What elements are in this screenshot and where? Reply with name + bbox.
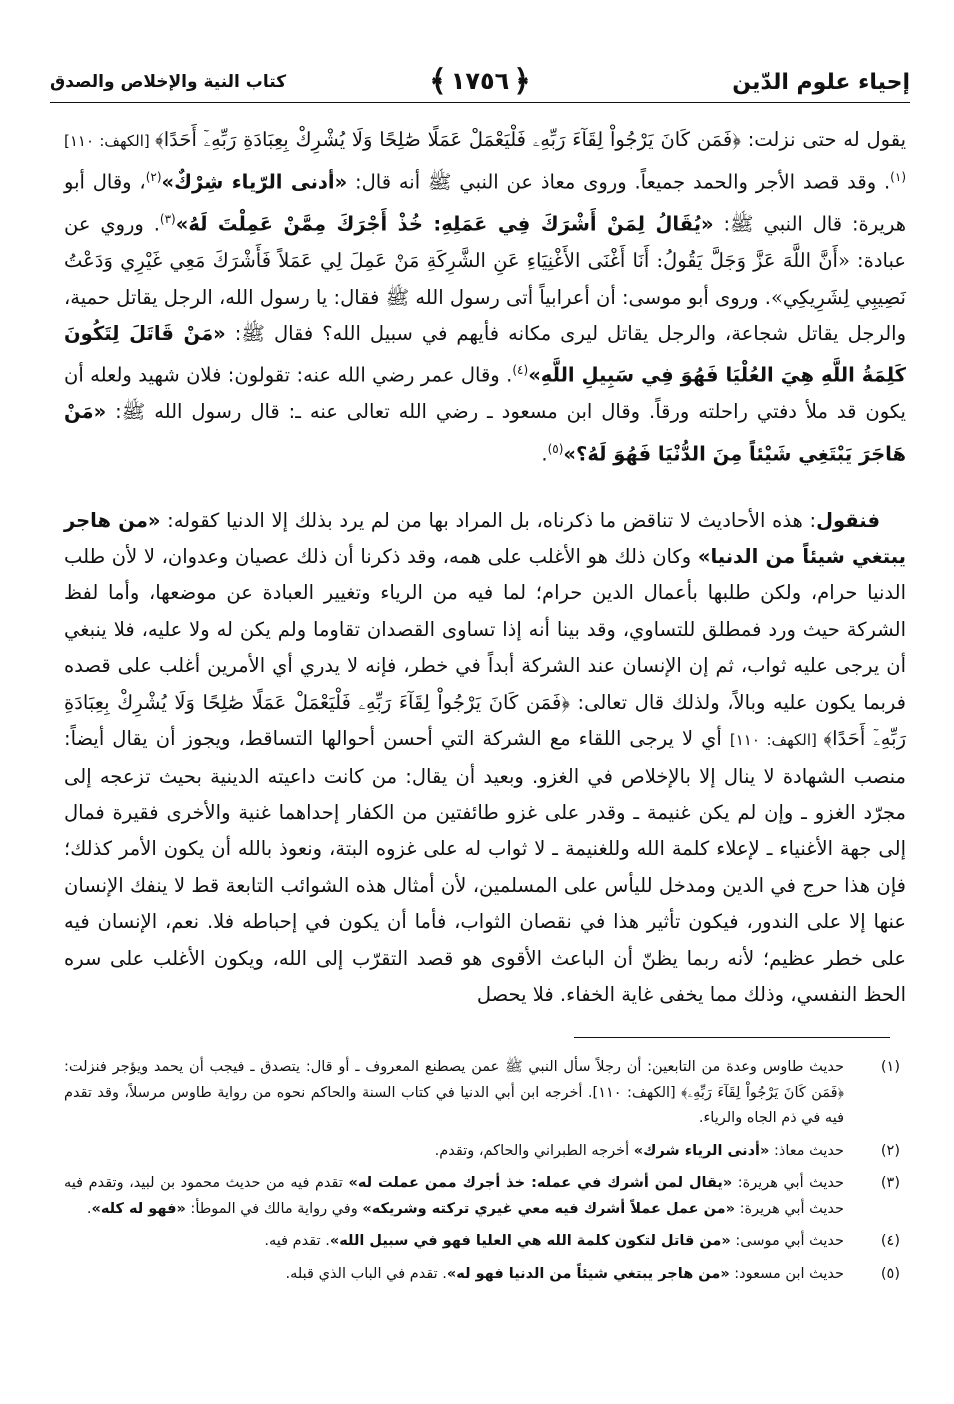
footnote-3 [64,1171,906,1222]
footnote-rule [574,1037,890,1038]
footnotes [64,1055,906,1294]
hadith-quote: «من قاتل لتكون كلمة الله هي العليا فهو في سبيل الله» [329,1233,731,1249]
footnote-marker: (٥) [547,441,564,456]
text-span: حديث معاذ: [769,1142,844,1159]
footnote-5 [64,1262,906,1288]
quran-verse: ﴿فَمَن كَانَ يَرْجُواْ لِقَآءَ رَبِّهِۦ﴾ [681,1084,844,1101]
footnote-number: (١) [880,1059,900,1075]
text-span: وفي رواية مالك في الموطأ: [185,1200,363,1217]
footnote-text [64,1262,844,1288]
page-number-close-bracket: ﴾ [429,64,447,99]
hadith-quote: «يُقَالُ لِمَنْ أَشْرَكَ فِي عَمَلِهِ: خُذْ أَجْرَكَ مِمَّنْ عَمِلْتَ لَهُ» [175,212,714,236]
footnote-1 [64,1055,906,1132]
hadith-quote: «من هاجر يبتغي شيئاً من الدنيا فهو له» [446,1265,730,1282]
footnote-text [64,1139,844,1165]
hadith-quote: «أدنى الرّياء شِرْكٌ» [161,170,348,194]
footnote-number: (٥) [880,1265,900,1282]
paragraph-lead-word: فنقول [816,508,880,532]
hadith-quote: «مَنْ هَاجَرَ يَبْتَغِي شَيْئاً مِنَ الدُّنْيَا فَهُوَ لَهُ؟» [64,400,906,466]
text-span: تقدم فيه من حديث محمود بن لبيد، وتقدم فيه حديث أبي هريرة: [64,1175,844,1217]
page-number-open-bracket: ﴿ [513,64,531,99]
text-span: : هذه الأحاديث لا تناقض ما ذكرناه، بل المراد بها من لم يرد بذلك إلا الدنيا كقوله: [160,508,817,532]
verse-reference: [الكهف: ١١٠] [64,132,156,150]
text-span: . وقال عمر رضي الله عنه: تقولون: فلان شهيد ولعله أن يكون قد ملأ دفتي راحلته ورقاً. وقال ابن مسعود ـ رضي الله تعالى عنه ـ: قال رسول الله ﷺ: [64,363,906,424]
footnote-text [64,1229,844,1255]
quran-verse: ﴿فَمَن كَانَ يَرْجُواْ لِقَآءَ رَبِّهِۦ فَلْيَعْمَلْ عَمَلًا صَٰلِحًا وَلَا يُشْرِكْ بِعِبَادَةِ رَبِّهِۦٓ أَحَدًا﴾ [64,690,907,751]
footnote-2 [64,1139,906,1165]
text-span: أخرجه الطبراني والحاكم، وتقدم. [434,1142,634,1159]
text-span: يقول له حتى نزلت: [740,128,906,151]
text-span: حديث ابن مسعود: [729,1265,844,1282]
text-span: أي لا يرجى اللقاء مع الشركة التي أحسن أحوالها التساقط، ويجوز أن يقال أيضاً: منصب الشهادة لا ينال إلا بالإخلاص في الغزو. وبعيد أن يقال: من كانت داعيته الدينية بحيث تزعجه إلى مجرّد الغزو ـ وإن لم يكن غنيمة ـ وقدر على غزو طائفتين من الكفار إحداهما غنية والأخرى فقيرة فمال إلى جهة الأغنياء ـ لإعلاء كلمة الله وللغنيمة ـ لا ثواب له على غزوه البتة، ونعوذ بالله أن يكون الأمر كذلك؛ فإن هذا حرج في الدين ومدخل لليأس على المسلمين، لأن أمثال هذه الشوائب التابعة قط لا ينفك الإنسان عنها إلا على الندور، فيكون تأثير هذا في نقصان الثواب، فأما أن يكون في إحباطه فلا. نعم، الإنسان فيه على خطر عظيم؛ لأنه ربما يظنّ أن الباعث الأقوى هو قصد التقرّب إلى الله، ويكون الأغلب على سره الحظ النفسي، وذلك مما يخفى غاية الخفاء. فلا يحصل [64,727,906,1006]
footnote-marker: (٣) [159,212,176,227]
text-span: حديث أبي هريرة: [732,1175,844,1191]
text-span: حديث أبي موسى: [730,1233,844,1249]
footnote-number: (٤) [880,1233,900,1249]
hadith-quote: «أدنى الرياء شرك» [633,1142,770,1159]
text-span: . وقد قصد الأجر والحمد جميعاً. وروى معاذ عن النبي ﷺ أنه قال: [347,170,891,194]
page-number-block [425,64,535,99]
text-span: وكان ذلك هو الأغلب على همه، وقد ذكرنا أن ذلك عصيان وعدوان، لا لأن طلب الدنيا حرام، ولكن طلبها بأعمال الدين حرام؛ لما فيه من الرياء وتغيير العبادة عن موضعها، وأما لفظ الشركة حيث ورد فمطلق للتساوي، وقد بينا أنه إذا تساوى القصدان تقاوما ولم يكن له ولا عليه، فلا ينبغي أن يرجى عليه ثواب، ثم إن الإنسان عند الشركة أبداً في خطر، فإنه لا يدري أي الأمرين أغلب على قصده فربما يكون عليه وبالاً، ولذلك قال تعالى: [64,545,906,714]
hadith-quote: «يقال لمن أشرك في عمله: خذ أجرك ممن عملت له» [348,1175,733,1191]
hadith-quote: «من عمل عملاً أشرك فيه معي غيري تركته وشريكه» [362,1200,735,1217]
hadith-quote: «فهو له كله» [91,1200,186,1217]
footnote-4 [64,1229,906,1255]
footnote-marker: (١) [890,170,906,185]
text-span: . تقدم فيه. [264,1233,330,1249]
text-span: . وروي عن عبادة: [64,212,906,273]
text-span: . وروى أبو موسى: أن أعرابياً أتى رسول الله ﷺ فقال: يا رسول الله، الرجل يقاتل حمية، والرجل يقاتل شجاعة، والرجل يقاتل ليرى مكانه فأيهم في سبيل الله؟ فقال ﷺ: [64,285,906,346]
hadith-quote: «أَنَّ اللَّهَ عَزَّ وَجَلَّ يَقُولُ: أَنَا أَغْنَى الأَغْنِيَاءِ عَنِ الشَّرِكَةِ مَنْ عَمِلَ لِي عَمَلاً فَأَشْرَكَ مَعِي غَيْرِي وَدَعْتُ نَصِيبِي لِشَرِيكِي» [64,249,906,309]
verse-reference: [الكهف: ١١٠] [729,731,824,750]
text-span: . [86,1200,92,1217]
paragraph-1 [64,122,906,473]
page-number: ١٧٥٦ [450,67,510,95]
footnote-marker: (٤) [512,363,529,378]
text-span: ، وقال أبو هريرة: قال النبي ﷺ: [64,170,906,236]
footnote-marker: (٢) [145,170,162,185]
main-text [64,122,906,1013]
text-span: [الكهف: ١١٠]. أخرجه ابن أبي الدنيا في كتاب السنة والحاكم نحوه من رواية طاوس مرسلاً، وقد تقدم فيه في ذم الجاه والرياء. [64,1084,844,1126]
footnote-number: (٢) [880,1142,900,1159]
footnote-text [64,1055,844,1132]
header-rule [50,102,910,103]
footnote-number: (٣) [880,1175,900,1191]
hadith-quote: «من هاجر يبتغي شيئاً من الدنيا» [64,508,907,569]
quran-verse: ﴿فَمَن كَانَ يَرْجُواْ لِقَآءَ رَبِّهِۦ فَلْيَعْمَلْ عَمَلًا صَٰلِحًا وَلَا يُشْرِكْ بِعِبَادَةِ رَبِّهِۦٓ أَحَدًا﴾ [155,128,741,151]
footnote-text [64,1171,844,1222]
text-span: حديث طاوس وعدة من التابعين: أن رجلاً سأل النبي ﷺ عمن يصطنع المعروف ـ أو قال: يتصدق ـ فيجب أن يحمد ويؤجر فنزلت: [64,1059,844,1075]
paragraph-2 [64,503,906,1014]
chapter-title: كتاب النية والإخلاص والصدق [50,72,287,92]
text-span: . تقدم في الباب الذي قبله. [285,1265,447,1282]
book-title: إحياء علوم الدّين [732,70,910,95]
text-span: . [541,442,548,466]
page-header [50,62,910,102]
hadith-quote: «مَنْ قَاتَلَ لِتَكُونَ كَلِمَةُ اللَّهِ هِيَ العُلْيَا فَهُوَ فِي سَبِيلِ اللَّهِ» [64,322,906,387]
